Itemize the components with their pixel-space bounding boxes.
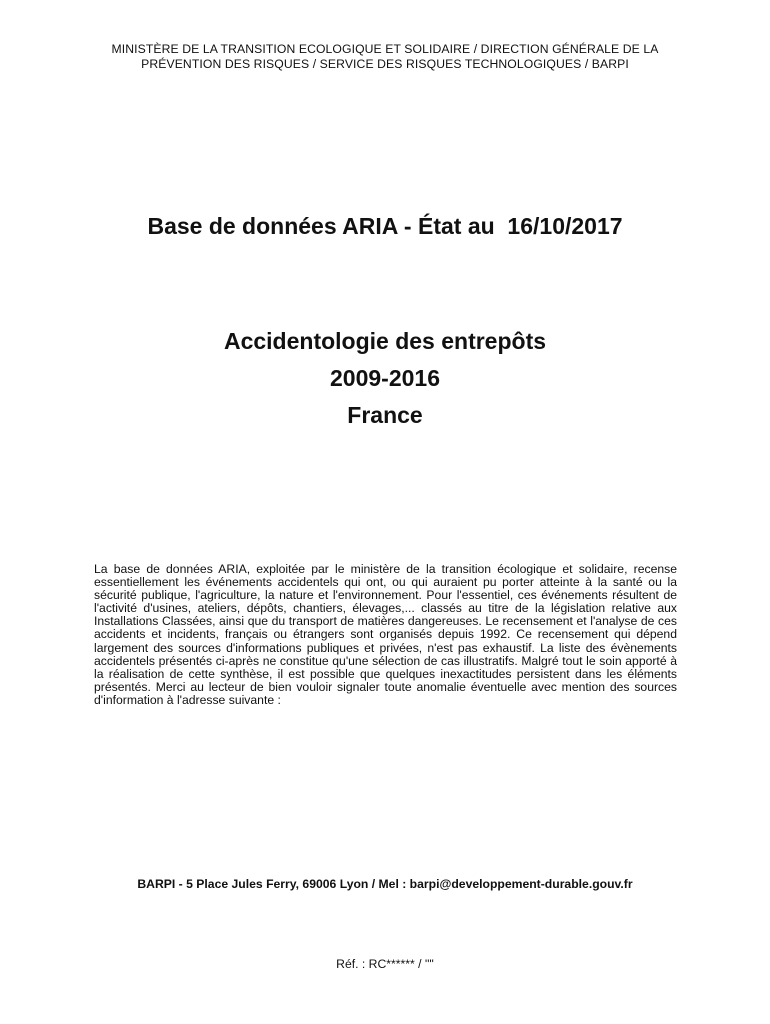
intro-paragraph: La base de données ARIA, exploitée par le ministère de la transition écologique et solidaire, recense essentiellement les événements accidentels qui ont, ou qui auraient pu porter atteinte à la santé ou la sécurité publique, l'agriculture, la nature et l'environnement. Pour l'essentiel, ces événements résultent de l'activité d'usines, ateliers, dépôts, chantiers, élevages,... classés au titre de la législation relative aux Installations Classées, ainsi que du transport de matières dangereuses. Le recensement et l'analyse de ces accidents et incidents, français ou étrangers sont organisés depuis 1992. Ce recensement qui dépend largement des sources d'informations publiques et privées, n'est pas exhaustif. La liste des évènements accidentels présentés ci-après ne constitue qu'une sélection de cas illustratifs. Malgré tout le soin apporté à la réalisation de cette synthèse, il est possible que quelques inexactitudes persistent dans les éléments présentés. Merci au lecteur de bien vouloir signaler toute anomalie éventuelle avec mention des sources d'information à l'adresse suivante : (94, 562, 677, 707)
document-title-period: 2009-2016 (330, 365, 440, 391)
reference-line: Réf. : RC****** / '"' (336, 957, 434, 971)
ministry-header-line-1: MINISTÈRE DE LA TRANSITION ECOLOGIQUE ET SOLIDAIRE / DIRECTION GÉNÉRALE DE LA (111, 42, 659, 56)
ministry-header-line-2: PRÉVENTION DES RISQUES / SERVICE DES RISQUES TECHNOLOGIQUES / BARPI (141, 57, 629, 71)
ministry-header (60, 42, 710, 72)
database-title: Base de données ARIA - État au 16/10/2017 (147, 213, 623, 239)
contact-line: BARPI - 5 Place Jules Ferry, 69006 Lyon / Mel : barpi@developpement-durable.gouv.fr (137, 877, 633, 891)
document-title-country: France (347, 402, 423, 428)
document-title (0, 323, 770, 434)
document-title-subject: Accidentologie des entrepôts (223, 328, 547, 354)
